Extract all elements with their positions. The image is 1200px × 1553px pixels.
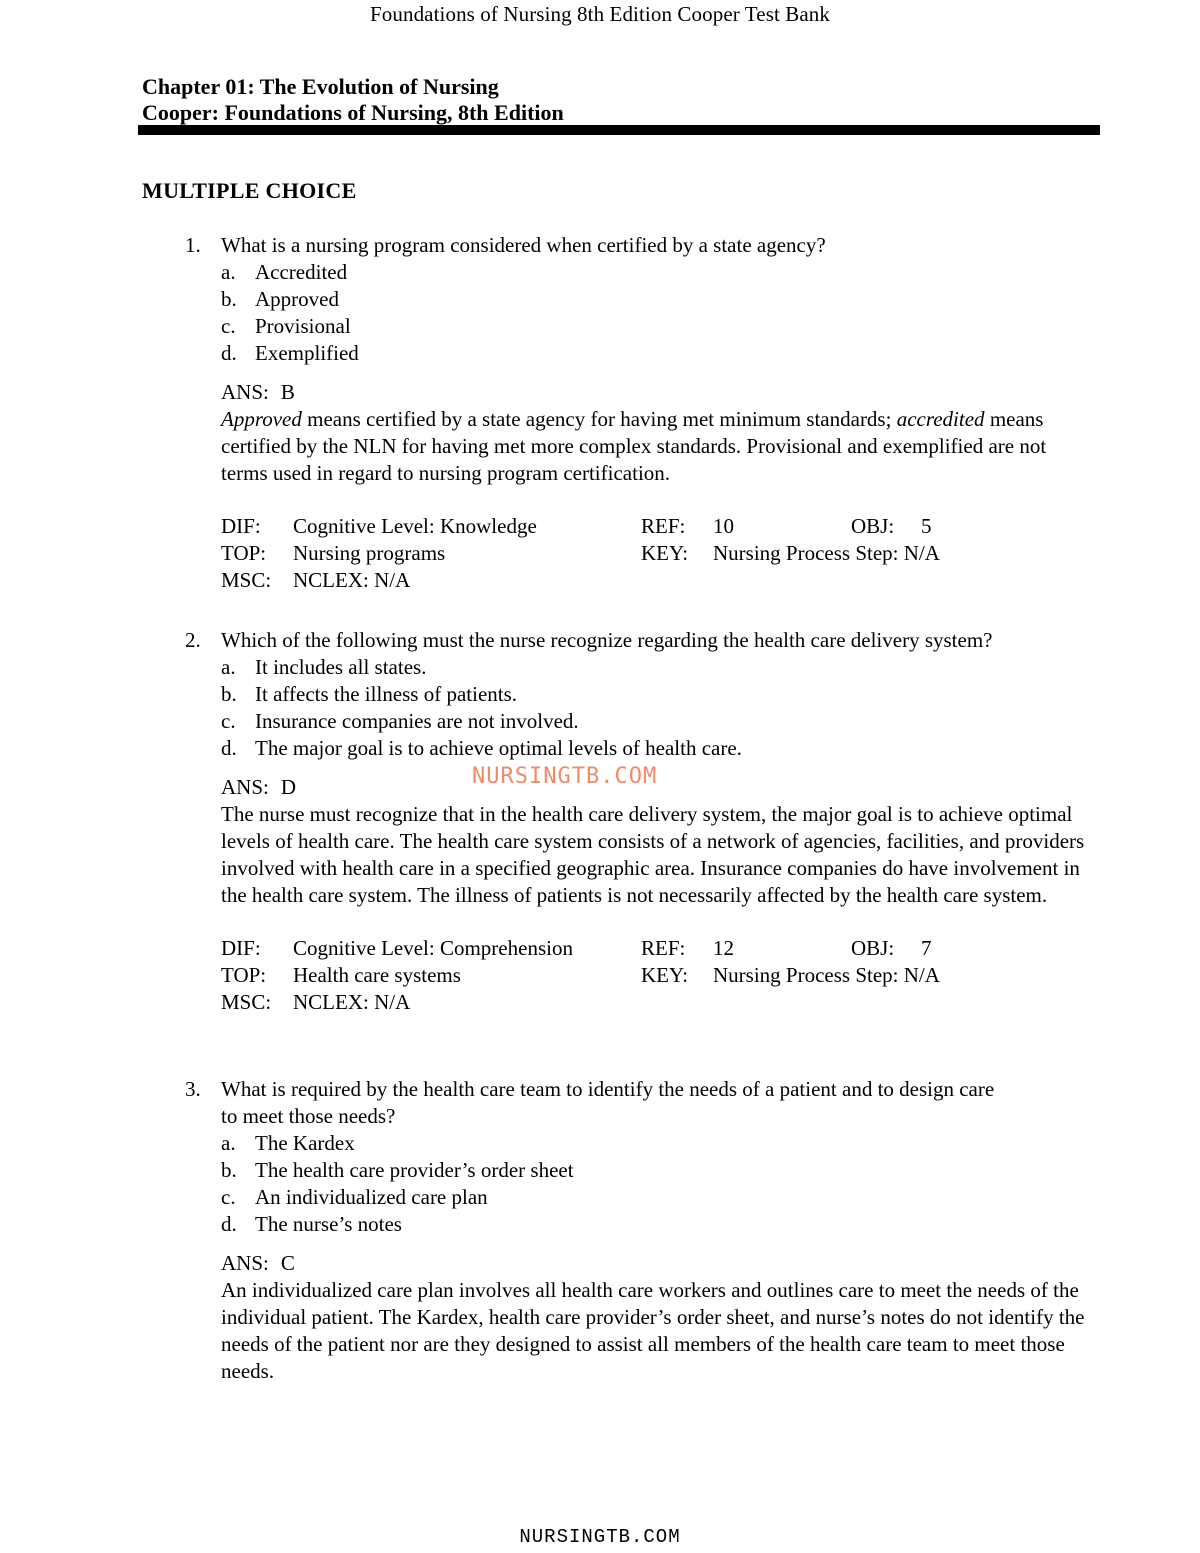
answer-value: B: [280, 380, 295, 404]
option-b: [221, 1157, 1095, 1184]
option-text: It affects the illness of patients.: [255, 682, 518, 706]
dif-label: DIF:: [221, 514, 261, 538]
rationale-text: means certified by the NLN for having met more complex standards. Provisional and exemplified are not terms used in regard to nursing program certification.: [221, 407, 1047, 485]
header-rule: [138, 125, 1100, 135]
answer-label: ANS:: [221, 775, 269, 799]
msc-value: NCLEX: N/A: [293, 990, 411, 1014]
option-letter: c.: [221, 1185, 236, 1209]
option-d: [221, 1211, 1095, 1238]
option-letter: d.: [221, 736, 237, 760]
question-stem-continued: to meet those needs?: [221, 1104, 396, 1128]
option-c: [221, 708, 1095, 735]
option-text: Accredited: [255, 260, 348, 284]
option-a: [221, 654, 1095, 681]
chapter-title: Chapter 01: The Evolution of Nursing: [142, 74, 499, 99]
chapter-heading: [142, 74, 564, 126]
msc-label: MSC:: [221, 990, 272, 1014]
ref-label: REF:: [641, 514, 686, 538]
msc-value: NCLEX: N/A: [293, 568, 411, 592]
msc-label: MSC:: [221, 568, 272, 592]
ref-label: REF:: [641, 936, 686, 960]
rationale: An individualized care plan involves all health care workers and outlines care to meet the needs of the individual patient. The Kardex, health care provider’s order sheet, and nurse’s notes do not identify the needs of the patient nor are they designed to assist all members of the health care team to meet those needs.: [221, 1278, 1085, 1383]
answer-label: ANS:: [221, 1251, 269, 1275]
question-number: 1.: [185, 233, 201, 257]
question-metadata: [221, 935, 1095, 1016]
dif-value: Cognitive Level: Comprehension: [293, 936, 573, 960]
rationale: The nurse must recognize that in the health care delivery system, the major goal is to achieve optimal levels of health care. The health care system consists of a network of agencies, facilities, and providers involved with health care in a specified geographic area. Insurance companies do have involvement in the health care system. The illness of patients is not necessarily affected by the health care system.: [221, 802, 1085, 907]
question-number: 2.: [185, 628, 201, 652]
option-text: Insurance companies are not involved.: [255, 709, 579, 733]
key-value: Nursing Process Step: N/A: [713, 963, 940, 987]
option-letter: a.: [221, 655, 236, 679]
option-a: [221, 259, 1095, 286]
option-letter: d.: [221, 1212, 237, 1236]
option-a: [221, 1130, 1095, 1157]
option-text: The Kardex: [255, 1131, 355, 1155]
key-label: KEY:: [641, 963, 689, 987]
answer-line: [221, 774, 1095, 801]
top-label: TOP:: [221, 963, 267, 987]
question-1: [185, 232, 1095, 594]
page-footer: NURSINGTB.COM: [519, 1526, 681, 1548]
option-c: [221, 1184, 1095, 1211]
answer-label: ANS:: [221, 380, 269, 404]
page-header: Foundations of Nursing 8th Edition Cooper Test Bank: [370, 2, 830, 26]
option-b: [221, 286, 1095, 313]
question-stem: What is required by the health care team to identify the needs of a patient and to design care: [221, 1077, 995, 1101]
option-letter: b.: [221, 1158, 237, 1182]
book-title: Cooper: Foundations of Nursing, 8th Edition: [142, 100, 564, 125]
key-value: Nursing Process Step: N/A: [713, 541, 940, 565]
watermark: NURSINGTB.COM: [472, 764, 658, 789]
option-text: The major goal is to achieve optimal levels of health care.: [255, 736, 742, 760]
option-c: [221, 313, 1095, 340]
obj-label: OBJ:: [851, 514, 895, 538]
option-letter: d.: [221, 341, 237, 365]
answer-line: [221, 379, 1095, 406]
ref-value: 12: [713, 936, 734, 960]
top-value: Health care systems: [293, 963, 461, 987]
question-stem: What is a nursing program considered when certified by a state agency?: [221, 233, 826, 257]
obj-label: OBJ:: [851, 936, 895, 960]
dif-value: Cognitive Level: Knowledge: [293, 514, 537, 538]
top-value: Nursing programs: [293, 541, 446, 565]
answer-value: C: [280, 1251, 295, 1275]
option-letter: c.: [221, 314, 236, 338]
question-3: [185, 1076, 1095, 1385]
option-text: The nurse’s notes: [255, 1212, 402, 1236]
question-number: 3.: [185, 1077, 201, 1101]
rationale-term: Approved: [221, 407, 302, 431]
obj-value: 7: [921, 936, 932, 960]
option-letter: b.: [221, 287, 237, 311]
rationale-term: accredited: [896, 407, 985, 431]
option-d: [221, 735, 1095, 762]
answer-line: [221, 1250, 1095, 1277]
question-2: [185, 627, 1095, 1016]
obj-value: 5: [921, 514, 932, 538]
option-text: Provisional: [255, 314, 351, 338]
key-label: KEY:: [641, 541, 689, 565]
top-label: TOP:: [221, 541, 267, 565]
dif-label: DIF:: [221, 936, 261, 960]
question-metadata: [221, 513, 1095, 594]
option-letter: a.: [221, 1131, 236, 1155]
question-stem: Which of the following must the nurse recognize regarding the health care delivery system?: [221, 628, 993, 652]
option-letter: b.: [221, 682, 237, 706]
rationale-text: means certified by a state agency for having met minimum standards;: [301, 407, 897, 431]
option-text: The health care provider’s order sheet: [255, 1158, 574, 1182]
rationale: [221, 406, 1093, 487]
option-b: [221, 681, 1095, 708]
option-text: An individualized care plan: [255, 1185, 488, 1209]
option-text: Approved: [255, 287, 339, 311]
option-text: It includes all states.: [255, 655, 427, 679]
answer-value: D: [280, 775, 297, 799]
option-letter: a.: [221, 260, 236, 284]
option-letter: c.: [221, 709, 236, 733]
option-text: Exemplified: [255, 341, 359, 365]
ref-value: 10: [713, 514, 734, 538]
section-title: MULTIPLE CHOICE: [142, 178, 357, 203]
option-d: [221, 340, 1095, 367]
